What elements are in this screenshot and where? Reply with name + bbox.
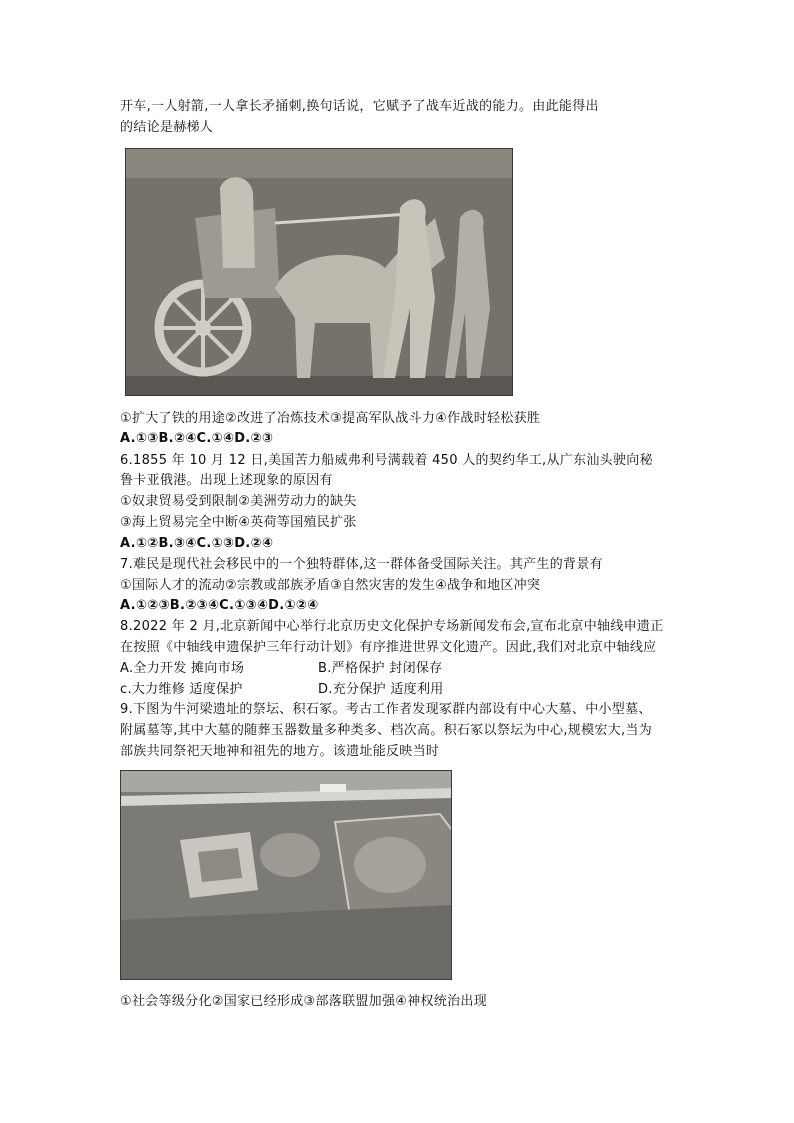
q9-line-3: 部族共同祭祀天地神和祖先的地方。该遗址能反映当时 — [120, 744, 440, 759]
q8-line-2: 在按照《中轴线申遗保护三年行动计划》有序推进世界文化遗产。因此,我们对北京中轴线应 — [120, 640, 657, 655]
niuheliang-site-photo — [120, 770, 452, 980]
q6-options: A.①②B.③④C.①③D.②④ — [120, 536, 274, 551]
q9-line-1: 9.下图为牛河梁遗址的祭坛、积石冢。考古工作者发现冢群内部设有中心大墓、中小型墓、 — [120, 702, 652, 717]
intro-line-2: 的结论是赫梯人 — [120, 120, 214, 135]
q6-line-1: 6.1855 年 10 月 12 日,美国苦力船威弗利号满载着 450 人的契约华工,从广东汕头驶向秘 — [120, 453, 653, 468]
q7-line-1: 7.难民是现代社会移民中的一个独特群体,这一群体备受国际关注。其产生的背景有 — [120, 557, 603, 572]
q7-statements: ①国际人才的流动②宗教或部族矛盾③自然灾害的发生④战争和地区冲突 — [120, 578, 541, 593]
q9-line-2: 附属墓等,其中大墓的随葬玉器数量多种类多、档次高。积石冢以祭坛为中心,规模宏大,当为 — [120, 723, 652, 738]
q6-statement-2: ③海上贸易完全中断④英荷等国殖民扩张 — [120, 515, 357, 530]
q6-statement-1: ①奴隶贸易受到限制②美洲劳动力的缺失 — [120, 494, 357, 509]
q8-line-1: 8.2022 年 2 月,北京新闻中心举行北京历史文化保护专场新闻发布会,宣布北京中轴线申遗正 — [120, 619, 664, 634]
intro-line-1: 开车,一人射箭,一人拿长矛捅刺,换句话说，它赋予了战车近战的能力。由此能得出 — [120, 99, 599, 114]
q8-option-a: A.全力开发 摊向市场 — [120, 661, 245, 676]
q8-option-d: D.充分保护 适度利用 — [318, 682, 444, 697]
q9-statements: ①社会等级分化②国家已经形成③部落联盟加强④神权统治出现 — [120, 994, 488, 1009]
q6-line-2: 鲁卡亚俄港。出现上述现象的原因有 — [120, 473, 333, 488]
q5-options: A.①③B.②④C.①④D.②③ — [120, 431, 274, 446]
q7-options: A.①②③B.②③④C.①③④D.①②④ — [120, 598, 319, 613]
q8-option-b: B.严格保护 封闭保存 — [318, 661, 443, 676]
q8-option-c: c.大力维修 适度保护 — [120, 682, 243, 697]
chariot-relief-photo — [125, 148, 513, 396]
q5-statements: ①扩大了铁的用途②改进了冶炼技术③提高军队战斗力④作战时轻松获胜 — [120, 411, 541, 426]
